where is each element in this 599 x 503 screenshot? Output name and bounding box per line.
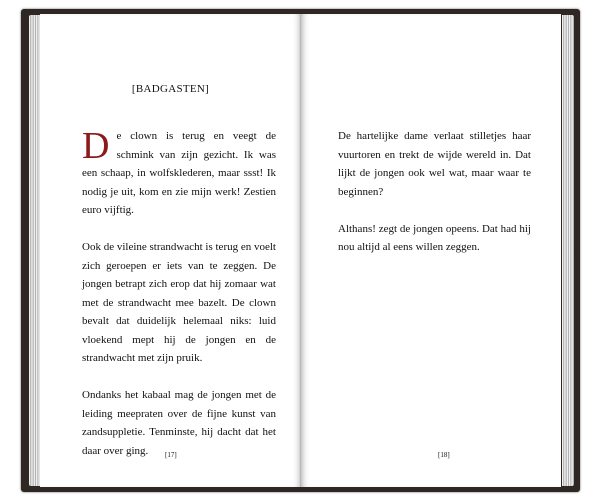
drop-cap: D [82, 125, 110, 167]
book [21, 9, 580, 492]
paragraph-text: e clown is terug en veegt de schmink van zijn gezicht. Ik was een schaap, in wolfsklederen, maar ssst! Ik nodig je uit, kom en zie mijn werk! Zestien euro vijftig. [82, 130, 276, 216]
paragraph: De hartelijke dame verlaat stilletjes haar vuurtoren en trekt de wijde wereld in. Dat lijkt de jongen ook wel wat, maar waar te beginnen? [338, 130, 531, 198]
page-number: [17] [165, 451, 177, 459]
paragraph: Althans! zegt de jongen opeens. Dat had hij nou altijd al eens willen zeggen. [338, 222, 531, 253]
paragraph: Ook de vileine strandwacht is terug en voelt zich geroepen er iets van te zeggen. De jongen betrapt zich erop dat hij zomaar wat met de strandwacht mee bazelt. De clown bevalt dat duidelijk helemaal niks: luid vloekend mept hij de jongen en de strandwacht met zijn pruik. [82, 241, 276, 364]
chapter-title: [BADGASTEN] [131, 83, 210, 95]
paragraph [82, 127, 276, 220]
right-page[interactable] [301, 14, 561, 487]
left-page-text [82, 127, 276, 479]
left-page[interactable] [40, 14, 301, 487]
page-number: [18] [438, 451, 450, 459]
paragraph: Ondanks het kabaal mag de jongen met de leiding meepraten over de fijne kunst van zandsuppletie. Tenminste, hij dacht dat het daar over ging. [82, 389, 276, 457]
right-page-edges [562, 15, 574, 486]
right-page-text [338, 127, 531, 275]
